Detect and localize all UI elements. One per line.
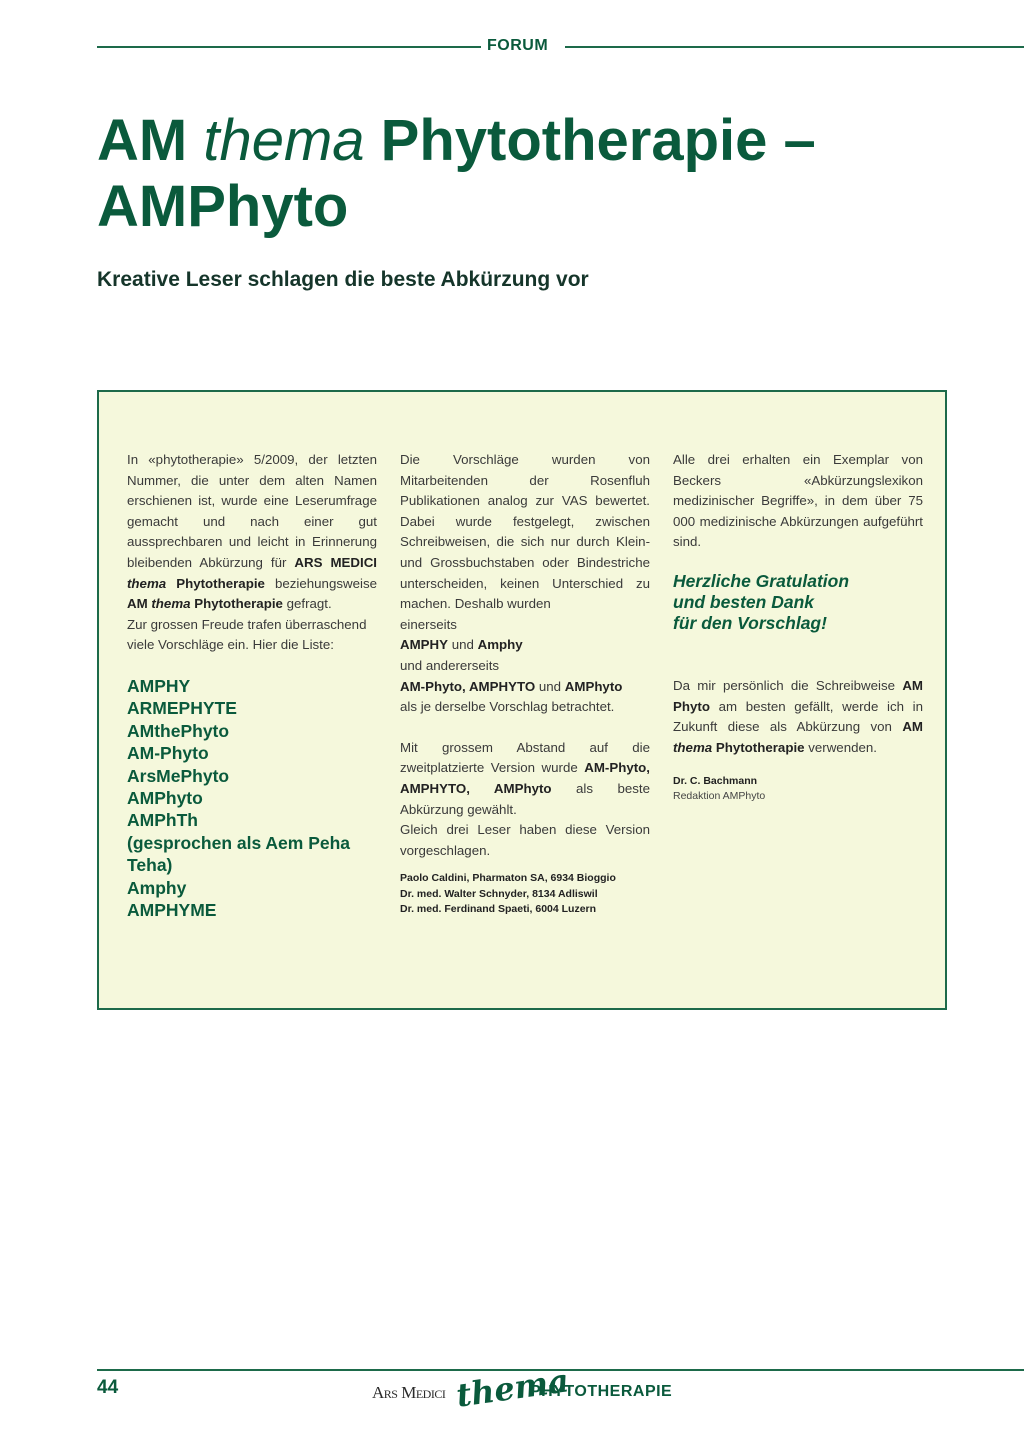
list-item: Amphy [127,877,187,898]
winner-credits [400,871,650,918]
congratulation-heading: Herzliche Gratulation und besten Dank für den Vorschlag! [673,570,850,633]
list-item: AMPhTh [127,810,198,831]
suggestion-list [127,675,377,921]
line-einerseits: einerseits [400,616,457,632]
page-subtitle: Kreative Leser schlagen die beste Abkürzung vor [97,268,589,291]
list-item: ArsMePhyto [127,765,230,786]
section-label: FORUM [487,37,549,54]
logo-thema: thema [453,1361,572,1415]
evaluation-paragraph: Die Vorschläge wurden von Mitarbeitenden der Rosenfluh Publikationen analog zur VAS bewertet. Dabei wurde festgelegt, zwischen Schreibweisen, die sich nur durch Klein- und Grossbuchstaben oder Bindestriche unterscheiden, keinen Unterschied zu machen. Deshalb wurden [400,452,650,612]
list-item: AMPhyto [127,787,203,808]
line-same-proposal: als je derselbe Vorschlag betrachtet. [400,699,615,715]
article-box [97,390,947,1010]
credit-line: Dr. med. Ferdinand Spaeti, 6004 Luzern [400,903,597,916]
list-item: AMPHYME [127,900,217,920]
column-2 [400,450,650,918]
column-1 [127,450,377,921]
column-3 [673,450,923,804]
prize-paragraph: Alle drei erhalten ein Exemplar von Beckers «Abkürzungslexikon medizinischer Begriffe», in dem über 75 000 medizinische Abkürzungen aufgeführt sind. [673,452,923,550]
list-item: (gesprochen als Aem Peha Teha) [127,832,351,876]
three-readers-paragraph: Gleich drei Leser haben diese Version vorgeschlagen. [400,822,650,858]
list-item: ARMEPHYTE [127,698,237,719]
list-item: AM-Phyto [127,743,209,764]
logo-section: PHYTOTHERAPIE [530,1383,673,1400]
line-variants-2: AM-Phyto, AMPHYTO und AMPhyto [400,678,623,694]
credit-line: Dr. med. Walter Schnyder, 8134 Adliswil [400,887,598,900]
logo-ars-medici: ARS MEDICI [372,1383,446,1402]
credit-line: Paolo Caldini, Pharmaton SA, 6934 Bioggio [400,872,616,885]
list-item: AMPHY [127,675,191,696]
header-rule-right [565,46,1024,48]
header-rule-left [97,46,481,48]
signature-name: Dr. C. Bachmann [673,775,758,788]
editor-paragraph: Da mir persönlich die Schreibweise AM Phyto am besten gefällt, werde ich in Zukunft diese als Abkürzung von AM thema Phytotherapie verwenden. [673,677,923,755]
intro-paragraph-2: Zur grossen Freude trafen überraschend viele Vorschläge ein. Hier die Liste: [127,616,367,653]
page-title: AM thema Phytotherapie – AMPhyto [97,108,816,239]
line-andererseits: und andererseits [400,657,500,673]
page-number: 44 [97,1377,119,1398]
line-variants-1: AMPHY und Amphy [400,637,523,653]
list-item: AMthePhyto [127,720,230,741]
winner-paragraph: Mit grossem Abstand auf die zweitplatzierte Version wurde AM-Phyto, AMPHYTO, AMPhyto als beste Abkürzung gewählt. [400,739,650,817]
intro-paragraph: In «phytotherapie» 5/2009, der letzten Nummer, die unter dem alten Namen erschienen ist, wurde eine Leserumfrage gemacht und nach einer gut aussprechbaren und leicht in Erinnerung bleibenden Abkürzung für ARS MEDICI thema Phytotherapie beziehungsweise AM thema Phytotherapie gefragt. [127,452,377,612]
signature-role: Redaktion AMPhyto [673,790,766,803]
